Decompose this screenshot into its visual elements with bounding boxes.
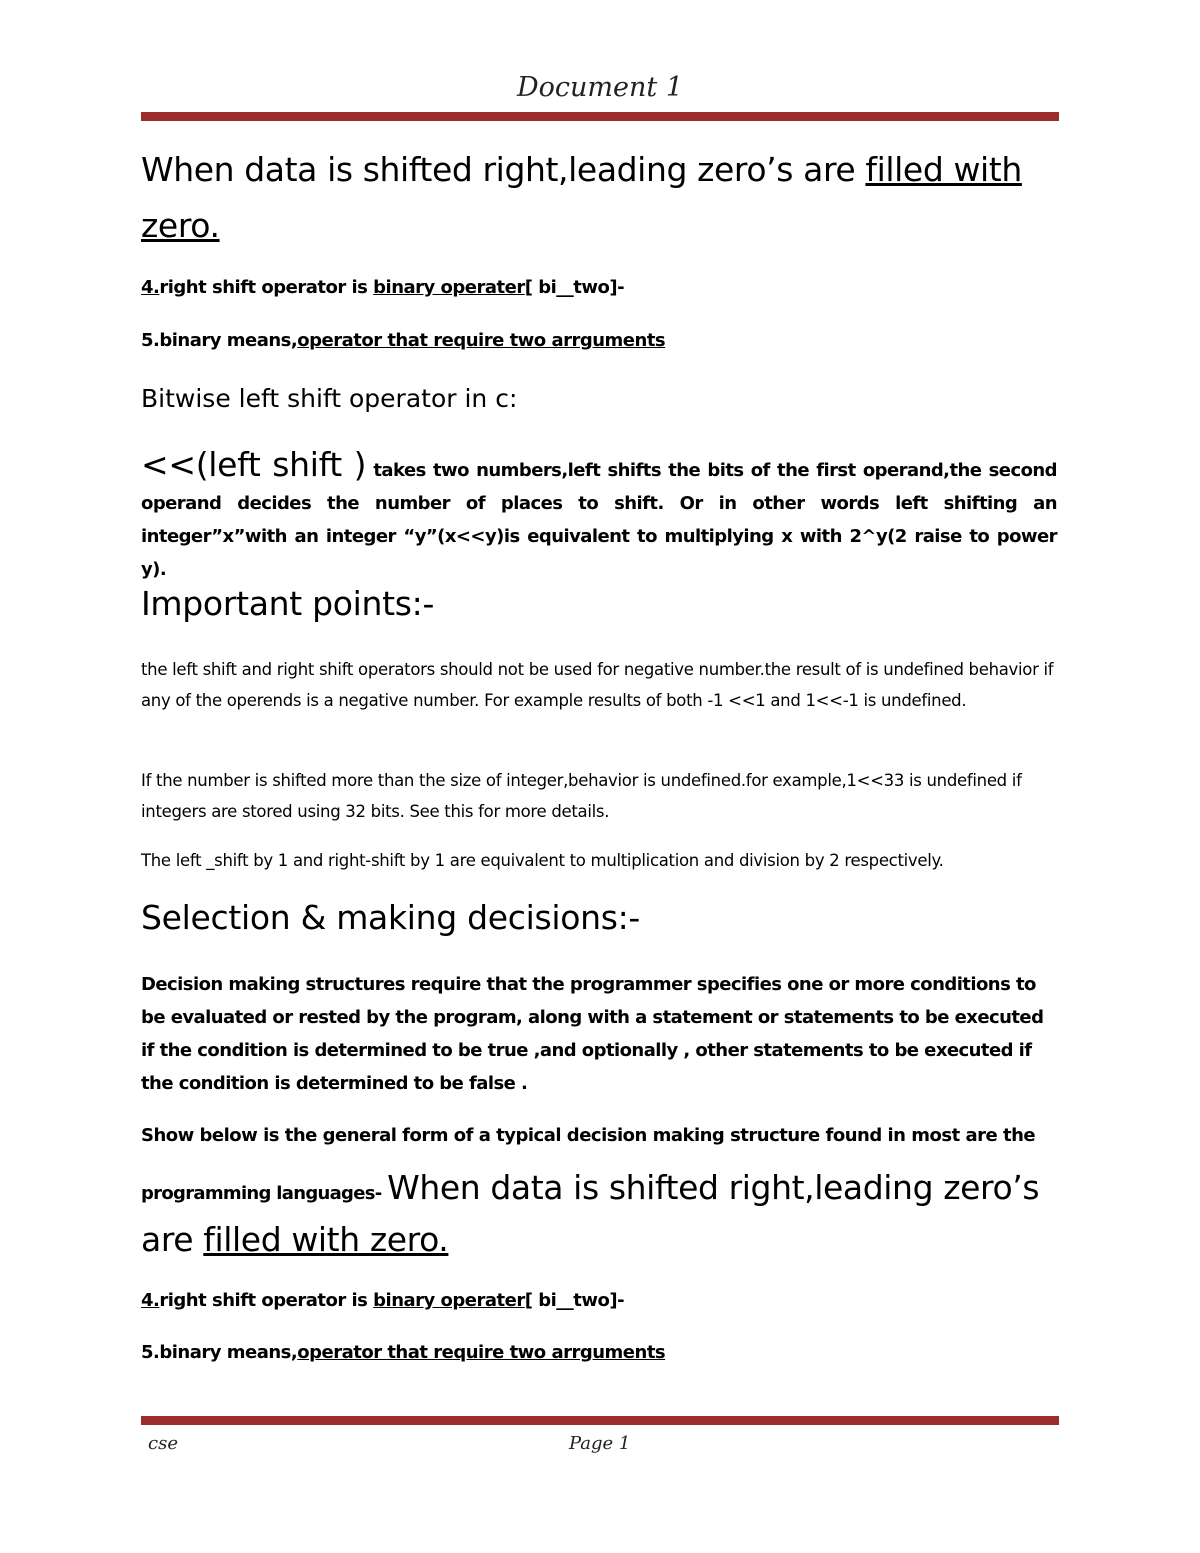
item-4-repeat: 4.right shift operator is binary operater[ bi__two]- [141, 1290, 625, 1311]
page-number: Page 1 [569, 1433, 631, 1454]
footer-rule [141, 1416, 1059, 1425]
important-point-3: The left _shift by 1 and right-shift by 1 are equivalent to multiplication and division by 2 respectively. [141, 851, 944, 870]
header-rule [141, 112, 1059, 121]
repeat-heading-line2: are filled with zero. [141, 1220, 449, 1259]
intro-heading: When data is shifted right,leading zero’s are filled with zero. [141, 150, 1022, 245]
selection-heading: Selection & making decisions:- [141, 898, 641, 937]
repeat-heading: programming languages- When data is shifted right,leading zero’s [141, 1168, 1040, 1207]
bitwise-heading: Bitwise left shift operator in c: [141, 384, 518, 413]
important-point-1: the left shift and right shift operators should not be used for negative number.the result of is undefined behavior if any of the operends is a negative number. For example results of both -1 <<1 and 1<<-1 is undefined. [141, 660, 1054, 710]
selection-paragraph: Decision making structures require that the programmer specifies one or more conditions to be evaluated or rested by the program, along with a statement or statements to be executed if the condition is determined to be true ,and optionally , other statements to be executed if the condition is determined to be false . [141, 974, 1044, 1094]
important-point-2: If the number is shifted more than the size of integer,behavior is undefined.for example,1<<33 is undefined if integers are stored using 32 bits. See this for more details. [141, 771, 1022, 821]
item-5-repeat: 5.binary means,operator that require two arrguments [141, 1342, 666, 1363]
item-5: 5.binary means,operator that require two arrguments [141, 330, 666, 351]
show-below-line: Show below is the general form of a typical decision making structure found in most are the [141, 1125, 1036, 1146]
item-4: 4.right shift operator is binary operater[ bi__two]- [141, 277, 625, 298]
left-shift-paragraph: <<(left shift ) takes two numbers,left shifts the bits of the first operand,the second operand decides the number of places to shift. Or in other words left shifting an integer”x”with an integer “y”(x<<y)is equivalent to multiplying x with 2^y(2 raise to power y). [141, 445, 1057, 580]
important-heading: Important points:- [141, 584, 435, 623]
footer-label: cse [148, 1433, 178, 1454]
header-title: Document 1 [517, 72, 683, 103]
